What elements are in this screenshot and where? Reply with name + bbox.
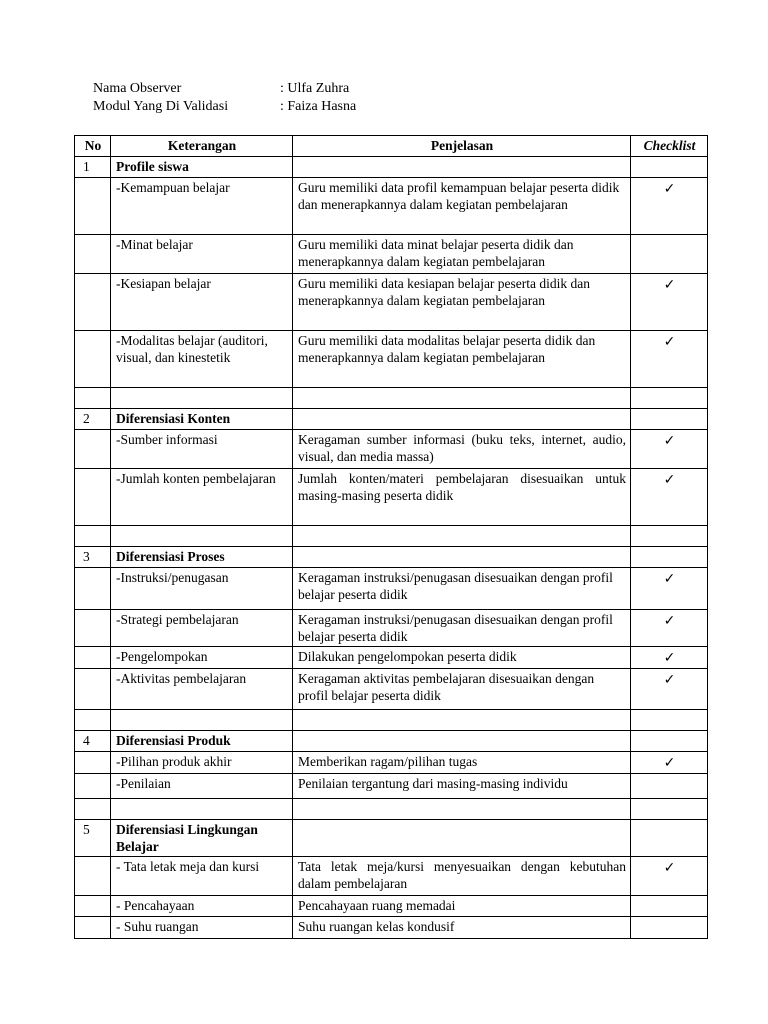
keterangan-cell: - Suhu ruangan [111, 917, 293, 939]
penjelasan-cell: Penilaian tergantung dari masing-masing individu [293, 774, 631, 799]
checkmark-icon: ✓ [663, 277, 676, 293]
checklist-cell [631, 799, 708, 820]
table-row [75, 610, 708, 647]
checkmark-icon: ✓ [663, 755, 676, 771]
blank-row [75, 526, 708, 547]
row-number [75, 857, 111, 896]
checklist-cell [631, 731, 708, 752]
penjelasan-cell: Jumlah konten/materi pembelajaran disesuaikan untuk masing-masing peserta didik [293, 469, 631, 526]
table-row [75, 235, 708, 274]
table-row [75, 857, 708, 896]
keterangan-cell: -Penilaian [111, 774, 293, 799]
checklist-cell [631, 235, 708, 274]
checklist-cell [631, 526, 708, 547]
table-row [75, 647, 708, 669]
header-keterangan: Keterangan [111, 136, 293, 157]
checklist-cell [631, 388, 708, 409]
table-row [75, 178, 708, 235]
blank-row [75, 799, 708, 820]
section-row [75, 820, 708, 857]
table-row [75, 774, 708, 799]
keterangan-cell: -Sumber informasi [111, 430, 293, 469]
checklist-cell [631, 331, 708, 388]
checklist-cell [631, 857, 708, 896]
section-row [75, 547, 708, 568]
section-row [75, 731, 708, 752]
row-number [75, 469, 111, 526]
keterangan-cell: -Jumlah konten pembelajaran [111, 469, 293, 526]
penjelasan-cell [293, 710, 631, 731]
penjelasan-cell: Guru memiliki data kesiapan belajar peserta didik dan menerapkannya dalam kegiatan pembelajaran [293, 274, 631, 331]
checklist-cell [631, 409, 708, 430]
row-number [75, 235, 111, 274]
checkmark-icon: ✓ [663, 571, 676, 587]
checklist-cell [631, 774, 708, 799]
keterangan-cell: - Tata letak meja dan kursi [111, 857, 293, 896]
observer-label: Nama Observer [93, 81, 182, 96]
table-row [75, 568, 708, 610]
keterangan-cell [111, 710, 293, 731]
modul-label: Modul Yang Di Validasi [93, 99, 229, 114]
table-row [75, 274, 708, 331]
section-title: Diferensiasi Konten [111, 409, 293, 430]
checklist-cell [631, 547, 708, 568]
observation-table [74, 135, 708, 939]
table-row [75, 669, 708, 710]
document-header [93, 80, 356, 116]
penjelasan-cell [293, 409, 631, 430]
modul-row [93, 98, 356, 116]
row-number: 4 [75, 731, 111, 752]
penjelasan-cell: Dilakukan pengelompokan peserta didik [293, 647, 631, 669]
header-checklist: Checklist [631, 136, 708, 157]
keterangan-cell: -Kesiapan belajar [111, 274, 293, 331]
checklist-cell [631, 568, 708, 610]
checkmark-icon: ✓ [663, 181, 676, 197]
keterangan-cell: -Modalitas belajar (auditori, visual, dan kinestetik [111, 331, 293, 388]
row-number [75, 669, 111, 710]
penjelasan-cell: Memberikan ragam/pilihan tugas [293, 752, 631, 774]
table-row [75, 896, 708, 917]
penjelasan-cell [293, 388, 631, 409]
penjelasan-cell [293, 547, 631, 568]
checklist-cell [631, 469, 708, 526]
row-number [75, 710, 111, 731]
checklist-cell [631, 157, 708, 178]
row-number [75, 274, 111, 331]
section-row [75, 157, 708, 178]
row-number [75, 799, 111, 820]
checkmark-icon: ✓ [663, 613, 676, 629]
checkmark-icon: ✓ [663, 860, 676, 876]
row-number [75, 647, 111, 669]
penjelasan-cell: Tata letak meja/kursi menyesuaikan dengan kebutuhan dalam pembelajaran [293, 857, 631, 896]
section-row [75, 409, 708, 430]
table-row [75, 331, 708, 388]
penjelasan-cell: Keragaman sumber informasi (buku teks, internet, audio, visual, dan media massa) [293, 430, 631, 469]
checklist-cell [631, 178, 708, 235]
table-row [75, 917, 708, 939]
keterangan-cell: -Pilihan produk akhir [111, 752, 293, 774]
row-number [75, 917, 111, 939]
checklist-cell [631, 896, 708, 917]
row-number [75, 610, 111, 647]
section-title: Profile siswa [111, 157, 293, 178]
row-number: 3 [75, 547, 111, 568]
checklist-cell [631, 917, 708, 939]
checklist-cell [631, 610, 708, 647]
checkmark-icon: ✓ [663, 672, 676, 688]
penjelasan-cell: Keragaman instruksi/penugasan disesuaikan dengan profil belajar peserta didik [293, 568, 631, 610]
checklist-cell [631, 647, 708, 669]
keterangan-cell: -Pengelompokan [111, 647, 293, 669]
checklist-cell [631, 710, 708, 731]
penjelasan-cell: Keragaman instruksi/penugasan disesuaikan dengan profil belajar peserta didik [293, 610, 631, 647]
table-row [75, 430, 708, 469]
section-title: Diferensiasi Proses [111, 547, 293, 568]
row-number [75, 774, 111, 799]
blank-row [75, 388, 708, 409]
keterangan-cell [111, 388, 293, 409]
keterangan-cell: -Minat belajar [111, 235, 293, 274]
keterangan-cell: -Strategi pembelajaran [111, 610, 293, 647]
observer-value: : Ulfa Zuhra [280, 81, 350, 96]
penjelasan-cell: Guru memiliki data minat belajar peserta didik dan menerapkannya dalam kegiatan pembelajaran [293, 235, 631, 274]
row-number [75, 896, 111, 917]
row-number: 5 [75, 820, 111, 857]
checkmark-icon: ✓ [663, 334, 676, 350]
row-number [75, 526, 111, 547]
row-number [75, 568, 111, 610]
keterangan-cell: -Instruksi/penugasan [111, 568, 293, 610]
keterangan-cell [111, 526, 293, 547]
row-number: 2 [75, 409, 111, 430]
penjelasan-cell [293, 526, 631, 547]
section-title: Diferensiasi Lingkungan Belajar [111, 820, 293, 857]
penjelasan-cell: Keragaman aktivitas pembelajaran disesuaikan dengan profil belajar peserta didik [293, 669, 631, 710]
keterangan-cell: -Aktivitas pembelajaran [111, 669, 293, 710]
checklist-cell [631, 752, 708, 774]
row-number [75, 331, 111, 388]
penjelasan-cell [293, 820, 631, 857]
blank-row [75, 710, 708, 731]
checklist-cell [631, 430, 708, 469]
checkmark-icon: ✓ [663, 472, 676, 488]
table-row [75, 752, 708, 774]
keterangan-cell: - Pencahayaan [111, 896, 293, 917]
row-number [75, 388, 111, 409]
checklist-cell [631, 820, 708, 857]
penjelasan-cell [293, 157, 631, 178]
penjelasan-cell: Suhu ruangan kelas kondusif [293, 917, 631, 939]
header-no: No [75, 136, 111, 157]
row-number [75, 178, 111, 235]
table-header-row [75, 136, 708, 157]
checkmark-icon: ✓ [663, 650, 676, 666]
row-number [75, 752, 111, 774]
row-number: 1 [75, 157, 111, 178]
modul-value: : Faiza Hasna [280, 99, 357, 114]
header-penjelasan: Penjelasan [293, 136, 631, 157]
penjelasan-cell: Guru memiliki data profil kemampuan belajar peserta didik dan menerapkannya dalam kegiatan pembelajaran [293, 178, 631, 235]
penjelasan-cell [293, 731, 631, 752]
penjelasan-cell: Guru memiliki data modalitas belajar peserta didik dan menerapkannya dalam kegiatan pembelajaran [293, 331, 631, 388]
row-number [75, 430, 111, 469]
checklist-cell [631, 274, 708, 331]
observer-row [93, 80, 356, 98]
section-title: Diferensiasi Produk [111, 731, 293, 752]
penjelasan-cell [293, 799, 631, 820]
checkmark-icon: ✓ [663, 433, 676, 449]
keterangan-cell [111, 799, 293, 820]
checklist-cell [631, 669, 708, 710]
keterangan-cell: -Kemampuan belajar [111, 178, 293, 235]
penjelasan-cell: Pencahayaan ruang memadai [293, 896, 631, 917]
table-body [75, 157, 708, 939]
table-row [75, 469, 708, 526]
